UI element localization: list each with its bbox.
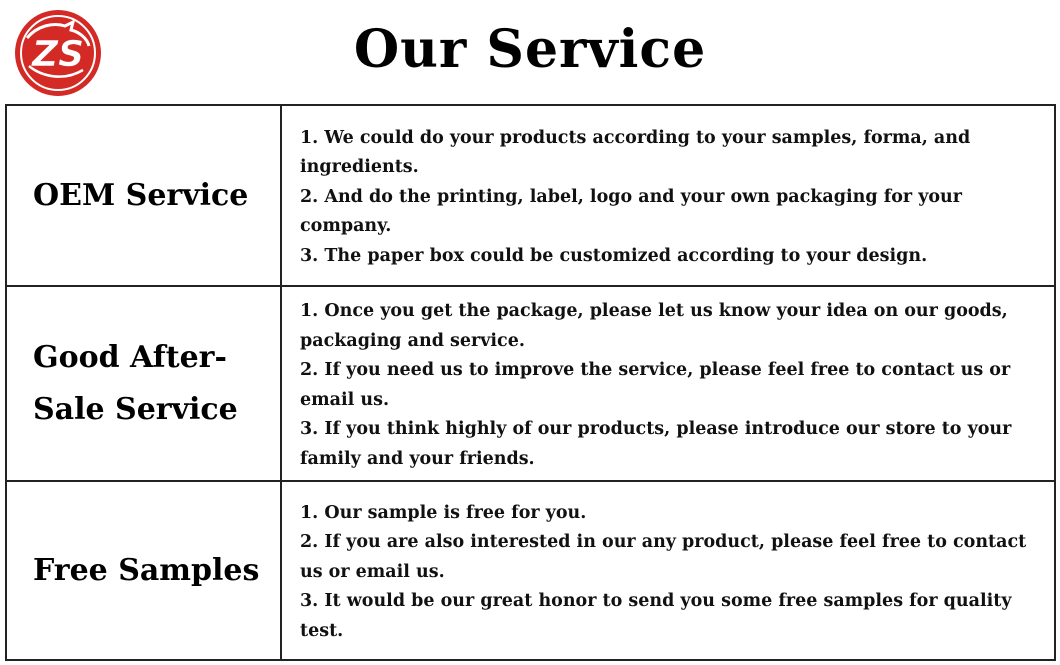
service-line: 1. Once you get the package, please let us know your idea on our goods, packaging and service. <box>300 301 1008 351</box>
service-line: 1. Our sample is free for you. <box>300 502 587 523</box>
service-label-cell <box>7 482 282 659</box>
logo-text: ZS <box>31 34 85 75</box>
service-content-cell <box>282 287 1054 480</box>
page-title: Our Service <box>353 19 707 80</box>
service-table <box>5 104 1056 661</box>
service-row-oem <box>7 106 1054 287</box>
service-label-cell <box>7 106 282 285</box>
service-label: Free Samples <box>33 552 260 588</box>
service-line: 3. It would be our great honor to send you some free samples for quality test. <box>300 591 1012 641</box>
service-content-cell <box>282 106 1054 285</box>
service-line: 3. The paper box could be customized according to your design. <box>300 245 928 266</box>
service-line: 3. If you think highly of our products, please introduce our store to your family and your friends. <box>300 419 1012 469</box>
service-label: OEM Service <box>33 177 249 213</box>
page-header <box>0 0 1060 104</box>
service-line: 2. If you need us to improve the service, please feel free to contact us or email us. <box>300 360 1011 410</box>
service-line: 2. If you are also interested in our any product, please feel free to contact us or email us. <box>300 532 1027 582</box>
service-label: Good After-Sale Service <box>33 339 238 427</box>
service-row-after-sale <box>7 287 1054 482</box>
service-line: 2. And do the printing, label, logo and your own packaging for your company. <box>300 186 962 237</box>
service-content-cell <box>282 482 1054 659</box>
service-line: 1. We could do your products according to your samples, forma, and ingredients. <box>300 127 971 178</box>
service-label-cell <box>7 287 282 480</box>
service-row-free-samples <box>7 482 1054 659</box>
